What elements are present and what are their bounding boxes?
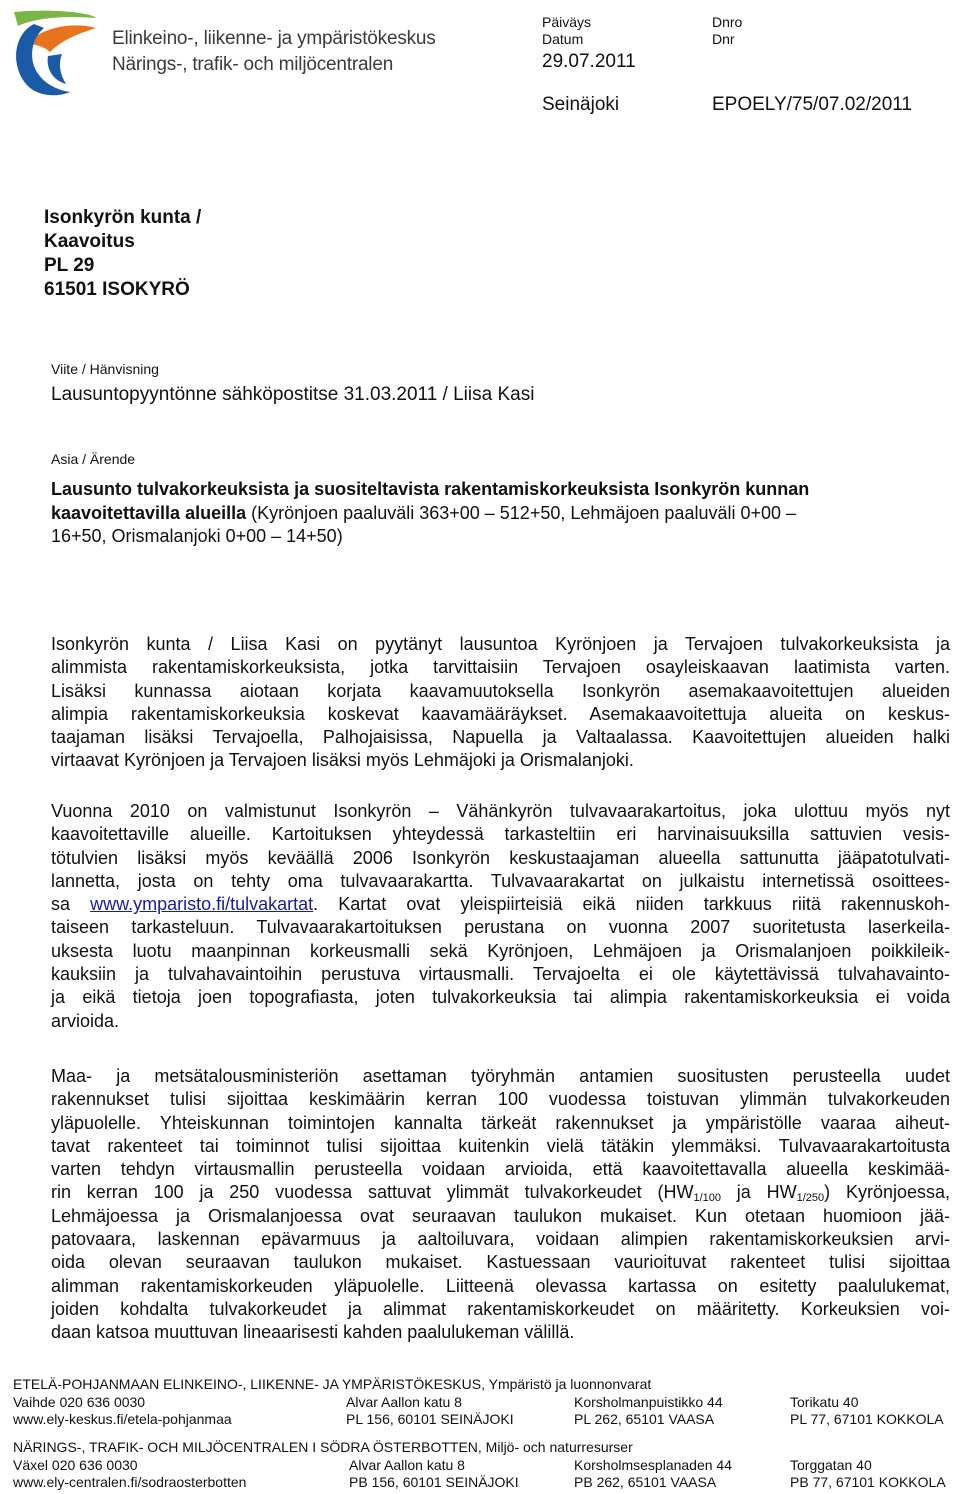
addressee-line-1: Isonkyrön kunta / [44, 207, 202, 228]
footer-fi-addr2-box: PL 262, 65101 VAASA [574, 1411, 715, 1427]
subject-bold-2: kaavoitettavilla alueilla [51, 502, 247, 523]
p2-line: Vuonna 2010 on valmistunut Isonkyrön – Vähänkyrön tulvavaarakartoitus, joka ulottuu myös nyt [51, 801, 950, 821]
p3-line: patovaara, laskennan epävarmuus ja aaltoiluvara, voidaan alimpien rakentamiskorkeuksien arvi- [51, 1229, 950, 1250]
hw-sub-250: 1/250 [796, 1192, 825, 1205]
p3-line: alimman rakentamiskorkeuden yläpuolelle. Liitteenä olevassa kartassa on esitetty paalulukemat, [51, 1275, 950, 1296]
p3-line: daan katsoa muuttuvan lineaarisesti kahden paalulukeman välillä. [51, 1322, 575, 1343]
p2-link-line [51, 893, 950, 916]
p2-line: kaavoitettaville alueille. Kartoituksen yhteydessä tarkasteltiin eri harvinaisuuksilla sattuvien vesis- [51, 824, 950, 845]
subject-bold-1: Lausunto tulvakorkeuksista ja suositeltavista rakentamiskorkeuksista Isonkyrön kunnan [51, 479, 810, 499]
footer-sv-phone: Växel 020 636 0030 [13, 1457, 138, 1473]
p3-line: Maa- ja metsätalousministeriön asettaman työryhmän antamien suositusten perusteella uudet [51, 1066, 950, 1086]
date-label-sv: Datum [542, 31, 584, 47]
addressee-line-2: Kaavoitus [44, 231, 135, 252]
footer-fi-phone: Vaihde 020 636 0030 [13, 1394, 146, 1410]
date-value: 29.07.2011 [542, 51, 636, 72]
footer-fi-addr1-box: PL 156, 60101 SEINÄJOKI [346, 1411, 514, 1427]
p1-line: alimpia rakentamiskorkeuksia koskevat kaavamääräykset. Asemakaavoitettuja alueita on keskus- [51, 703, 950, 724]
p2-line: arvioida. [51, 1010, 120, 1031]
place: Seinäjoki [542, 94, 620, 115]
footer-sv-addr1-street: Alvar Aallon katu 8 [349, 1457, 465, 1473]
p1-line: alimmista rakentamiskorkeuksista, jotka tarvittaisiin Tervajoen osayleiskaavan laatimista varten. [51, 657, 950, 678]
date-label-fi: Päiväys [542, 14, 592, 30]
footer-sv-web: www.ely-centralen.fi/sodraosterbotten [13, 1474, 247, 1490]
p1-line: Lisäksi kunnassa aiotaan korjata kaavamuutoksella Isonkyrön asemakaavoitettujen alueiden [51, 680, 950, 701]
addressee-line-3: PL 29 [44, 255, 95, 276]
subject-normal-3: 16+50, Orismalanjoki 0+00 – 14+50) [51, 526, 343, 546]
p2-line: uksesta luotu maanpinnan korkeusmalli sekä Kyrönjoen, Lehmäjoen ja Orismalanjoen poikkileik- [51, 940, 950, 961]
p3-line: Lehmäjoessa ja Orismalanjoessa ovat seuraavan taulukon mukaiset. Kun otetaan huomioon jää- [51, 1205, 950, 1226]
footer-sv-title: NÄRINGS-, TRAFIK- OCH MILJÖCENTRALEN I SÖDRA ÖSTERBOTTEN, Miljö- och naturresurser [13, 1439, 633, 1455]
p3-line: varten tehdyn virtausmallin perusteella voidaan arvioida, että kaavoitettavalla alueella keskimää- [51, 1159, 950, 1180]
ely-logo-icon [4, 4, 100, 100]
hw-post: ) Kyrönjoessa, [824, 1182, 950, 1203]
tulvakartat-link[interactable]: www.ymparisto.fi/tulvakartat [90, 894, 314, 915]
footer-fi-addr3-street: Torikatu 40 [790, 1394, 859, 1410]
hw-mid: ja HW [721, 1182, 797, 1203]
p2-link-prefix: sa [51, 894, 91, 915]
dnro-label-fi: Dnro [712, 14, 743, 30]
dnro-value: EPOELY/75/07.02/2011 [712, 94, 913, 115]
ely-logo [4, 4, 100, 100]
p3-line: yläpuolelle. Yhteiskunnan toimintojen kannalta tärkeät rakennukset ja ympäristölle vaaraa aiheut- [51, 1112, 950, 1133]
paragraph-1 [51, 633, 950, 773]
paragraph-2 [51, 800, 950, 1033]
p1-line: virtaavat Kyrönjoen ja Tervajoen lisäksi myös Lehmäjoki ja Orismalanjoki. [51, 750, 634, 771]
hw-pre: rin kerran 100 ja 250 vuodessa sattuvat ylimmät tulvakorkeudet (HW [51, 1182, 694, 1203]
p2-line: lannetta, josta on tehty oma tulvavaarakartta. Tulvavaarakartat on julkaistu internetissä osoittees- [51, 870, 950, 891]
reference-value: Lausuntopyyntönne sähköpostitse 31.03.2011 / Liisa Kasi [51, 384, 535, 405]
p3-line: joiden kohdalta tulvakorkeudet ja alimmat rakentamiskorkeudet on määritetty. Korkeuksien voi- [51, 1298, 950, 1319]
p2-line: taiseen tarkasteluun. Tulvavaarakartoituksen perustana on vuonna 2007 suoritetusta laserkeila- [51, 917, 950, 938]
p3-line: rakennukset tulisi sijoittaa keskimäärin kerran 100 vuodessa toistuvan ylimmän tulvakorkeuden [51, 1089, 950, 1110]
dnro-label-sv: Dnr [712, 31, 735, 47]
org-name-sv: Närings-, trafik- och miljöcentralen [112, 54, 394, 75]
footer-fi-addr2-street: Korsholmanpuistikko 44 [574, 1394, 723, 1410]
p3-line: tavat rakenteet tai toiminnot tulisi sijoittaa kuitenkin vielä tätäkin ylemmäksi. Tulvavaarakartoitusta [51, 1135, 950, 1156]
footer-fi-title: ETELÄ-POHJANMAAN ELINKEINO-, LIIKENNE- JA YMPÄRISTÖKESKUS, Ympäristö ja luonnonvarat [13, 1376, 652, 1392]
p1-line: taajaman lisäksi Tervajoella, Palhojaisissa, Napuella ja Valtaalassa. Kaavoitettujen alueiden halki [51, 727, 950, 748]
footer-sv-addr3-box: PB 77, 67101 KOKKOLA [790, 1474, 946, 1490]
subject-label: Asia / Ärende [51, 451, 136, 467]
p3-hw-line [51, 1181, 950, 1204]
p3-line: oida olevan seuraavan taulukon mukaiset. Kastuessaan vaurioituvat rakenteet tulisi sijoittaa [51, 1252, 950, 1273]
footer-sv-addr2-street: Korsholmsesplanaden 44 [574, 1457, 732, 1473]
footer-sv-addr3-street: Torggatan 40 [790, 1457, 872, 1473]
paragraph-3 [51, 1065, 950, 1345]
p2-line: tötulvien lisäksi myös keväällä 2006 Isonkyrön keskustaajaman alueella sattunutta jääpatotulvati- [51, 847, 950, 868]
footer-sv-addr2-box: PB 262, 65101 VAASA [574, 1474, 717, 1490]
footer-sv-addr1-box: PB 156, 60101 SEINÄJOKI [349, 1474, 519, 1490]
footer-fi-addr1-street: Alvar Aallon katu 8 [346, 1394, 462, 1410]
subject-text [51, 478, 931, 549]
org-name-fi: Elinkeino-, liikenne- ja ympäristökeskus [112, 28, 436, 49]
p2-line: kauksiin ja tulvahavaintoihin perustuva virtausmalli. Tervajoelta ei ole käytettävissä tulvahavainto- [51, 964, 950, 985]
footer-fi-web: www.ely-keskus.fi/etela-pohjanmaa [13, 1411, 232, 1427]
footer-fi-addr3-box: PL 77, 67101 KOKKOLA [790, 1411, 944, 1427]
hw-sub-100: 1/100 [693, 1192, 721, 1205]
p2-link-suffix: . Kartat ovat yleispiirteisiä eikä niiden tarkkuus riitä rakennuskoh- [313, 894, 950, 915]
subject-normal-2: (Kyrönjoen paaluväli 363+00 – 512+50, Lehmäjoen paaluväli 0+00 – [246, 502, 797, 523]
addressee-line-4: 61501 ISOKYRÖ [44, 279, 190, 300]
p2-line: ja eikä tietoja joen topografiasta, joten tulvakorkeuksia tai alimpia rakentamiskorkeuksia ei voida [51, 987, 950, 1008]
p1-line: Isonkyrön kunta / Liisa Kasi on pyytänyt lausuntoa Kyrönjoen ja Tervajoen tulvakorkeuksista ja [51, 634, 950, 654]
reference-label: Viite / Hänvisning [51, 361, 159, 377]
